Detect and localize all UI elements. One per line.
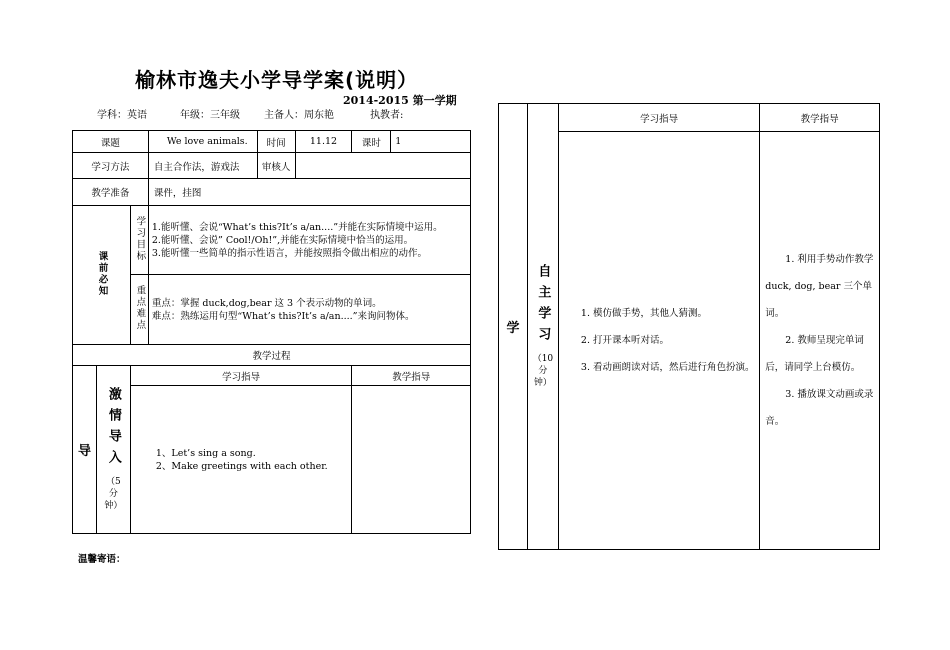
goal-item: 3.能听懂一些简单的指示性语言，并能按照指令做出相应的动作。 [151,247,427,259]
topic-value: We love animals. [148,131,257,153]
teacher-label: 执教者: [370,110,404,121]
time-label: 时间 [257,131,295,153]
study-item: 1. 模仿做手势，其他人猜测。 [580,307,707,319]
warmup-teach-cell [352,386,471,534]
must-know-label: 课前必知 [73,206,131,345]
page-title: 榆林市逸夫小学导学案(说明） [135,68,419,92]
topic-label: 课题 [73,131,149,153]
reviewer-value [295,153,470,179]
self-study-list [558,132,759,550]
time-value: 11.12 [295,131,352,153]
study-guide-header: 学习指导 [130,366,352,386]
period-value: 1 [391,131,471,153]
process-label: 教学过程 [73,345,471,366]
warmup-list [130,386,352,534]
teach-guide-header: 教学指导 [352,366,471,386]
teach-guide-list [760,132,880,550]
period-label: 课时 [352,131,391,153]
reviewer-label: 审核人 [257,153,295,179]
guide-char: 导 [73,366,97,534]
self-study-label: 自主学习 （10 分钟） [527,104,558,550]
goals-label: 学习目标 [130,206,148,275]
warmup-item: 2、Make greetings with each other. [155,460,328,472]
term-label: 2014-2015 第一学期 [343,94,457,107]
study-guide-header: 学习指导 [558,104,759,132]
method-label: 学习方法 [73,153,149,179]
goal-item: 1.能听懂、会说“What’s this?It’s a/an....”并能在实际情境中运用。 [151,221,443,233]
warmup-label: 激情导入 （5 分钟） [96,366,130,534]
goal-item: 2.能听懂、会说” Cool!/Oh!”,并能在实际情境中恰当的运用。 [151,234,414,246]
lesson-plan-table [72,130,471,534]
teach-item: 2. 教师呈现完单词后，请同学上台模仿。 [765,335,864,373]
warmup-item: 1、Let’s sing a song. [155,447,256,459]
key-point-item: 重点：掌握 duck,dog,bear 这 3 个表示动物的单词。 [151,297,382,309]
subject-label: 学科：英语 [97,110,147,121]
self-study-table [498,103,880,550]
key-points-label: 重点难点 [130,275,148,345]
method-value: 自主合作法，游戏法 [148,153,257,179]
preparer-label: 主备人：周东艳 [264,110,334,121]
teach-guide-header: 教学指导 [760,104,880,132]
grade-label: 年级：三年级 [180,110,240,121]
study-item: 3. 看动画朗读对话，然后进行角色扮演。 [580,361,755,373]
key-points-list [148,275,470,345]
goals-list [148,206,470,275]
tips-label: 温馨寄语： [78,554,126,565]
teach-item: 1. 利用手势动作教学 duck, dog, bear 三个单词。 [765,254,874,319]
study-item: 2. 打开课本听对话。 [580,334,669,346]
prep-value: 课件，挂图 [148,179,470,206]
key-point-item: 难点：熟练运用句型“What’s this?It’s a/an....”来询问物体。 [151,310,415,322]
prep-label: 教学准备 [73,179,149,206]
teach-item: 3. 播放课文动画或录音。 [765,389,874,427]
learn-char: 学 [499,104,528,550]
